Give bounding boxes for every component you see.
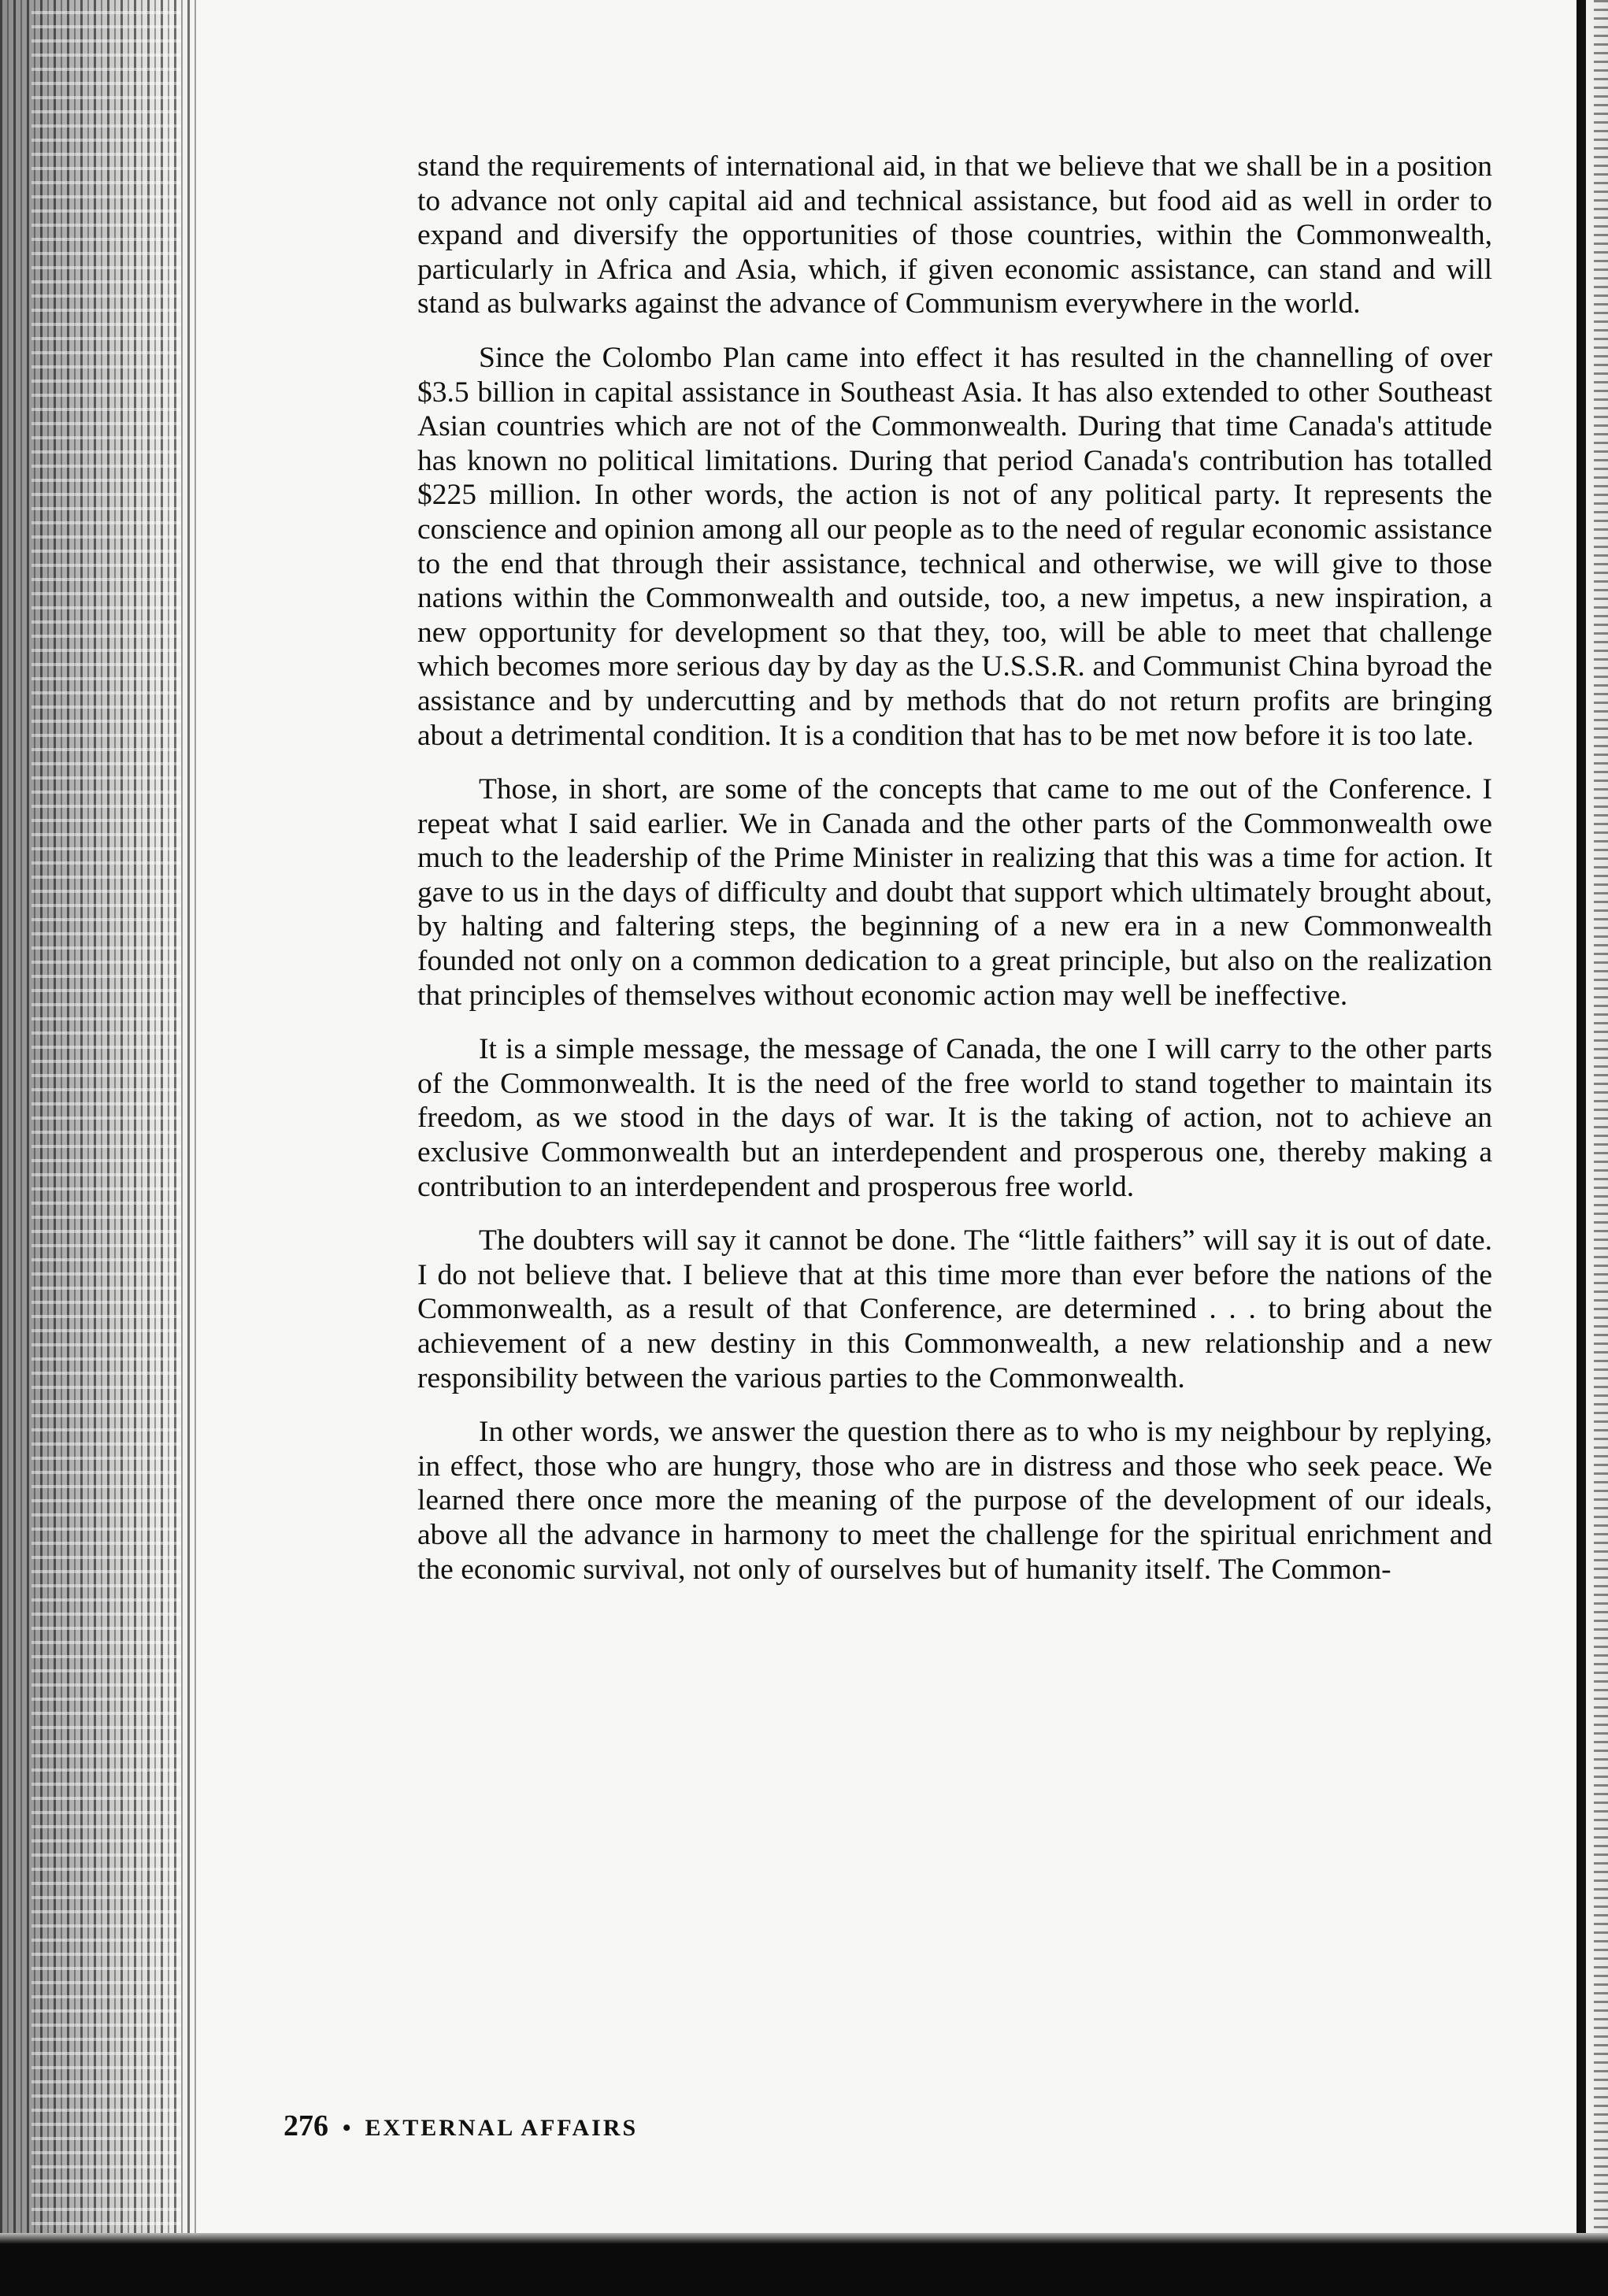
paragraph-message-of-canada: It is a simple message, the message of Canada, the one I will carry to the other parts of the Commonwealth. It is the need of the free world to stand together to maintain its freedom, as we stood in the days of war. It is the taking of action, not to achieve an exclusive Commonwealth but an interdependent and prosperous one, thereby making a contribution to an interdependent and prosperous free world. [417,1033,1492,1203]
page-footer [283,2109,638,2145]
page-number: 276 [283,2109,328,2142]
paragraph-neighbour: In other words, we answer the question there as to who is my neighbour by replying, in effect, those who are hungry, those who are in distress and those who seek peace. We learned there once more the meaning of the purpose of the development of our ideals, above all the advance in harmony to meet the challenge for the spiritual enrichment and the economic survival, not only of ourselves but of humanity itself. The Common- [417,1416,1492,1586]
page-edge-right [1562,0,1608,2296]
page-binding-shadow [0,0,197,2296]
footer-separator: • [343,2115,351,2141]
page-edge-bottom [0,2233,1608,2296]
journal-title: EXTERNAL AFFAIRS [365,2115,639,2141]
paragraph-conference-concepts: Those, in short, are some of the concepts that came to me out of the Conference. I repeat what I said earlier. We in Canada and the other parts of the Commonwealth owe much to the leadership of the Prime Minister in realizing that this was a time for action. It gave to us in the days of difficulty and doubt that support which ultimately brought about, by halting and faltering steps, the beginning of a new era in a new Commonwealth founded not only on a common dedication to a great principle, but also on the realization that principles of themselves without economic action may well be ineffective. [417,773,1492,1012]
body-text [417,150,1492,1606]
paragraph-doubters: The doubters will say it cannot be done. The “little faithers” will say it is out of date. I do not believe that. I believe that at this time more than ever before the nations of the Commonwealth, as a result of that Conference, are determined . . . to bring about the achievement of a new destiny in this Commonwealth, a new relationship and a new responsibility between the various parties to the Commonwealth. [417,1224,1492,1394]
paragraph-colombo-plan: Since the Colombo Plan came into effect it has resulted in the channelling of over $3.5 billion in capital assistance in Southeast Asia. It has also extended to other Southeast Asian countries which are not of the Commonwealth. During that time Canada's attitude has known no political limitations. During that period Canada's contribution has totalled $225 million. In other words, the action is not of any political party. It represents the conscience and opinion among all our people as to the need of regular economic assistance to the end that through their assistance, technical and otherwise, we will give to those nations within the Commonwealth and outside, too, a new impetus, a new inspiration, a new opportunity for development so that they, too, will be able to meet that challenge which becomes more serious day by day as the U.S.S.R. and Communist China byroad the assistance and by undercutting and by methods that do not return profits are bringing about a detrimental condition. It is a condition that has to be met now before it is too late. [417,341,1492,752]
paragraph-continuation: stand the requirements of international aid, in that we believe that we shall be in a position to advance not only capital aid and technical assistance, but food aid as well in order to expand and diversify the opportunities of those countries, within the Commonwealth, particularly in Africa and Asia, which, if given economic assistance, can stand and will stand as bulwarks against the advance of Communism everywhere in the world. [417,150,1492,320]
